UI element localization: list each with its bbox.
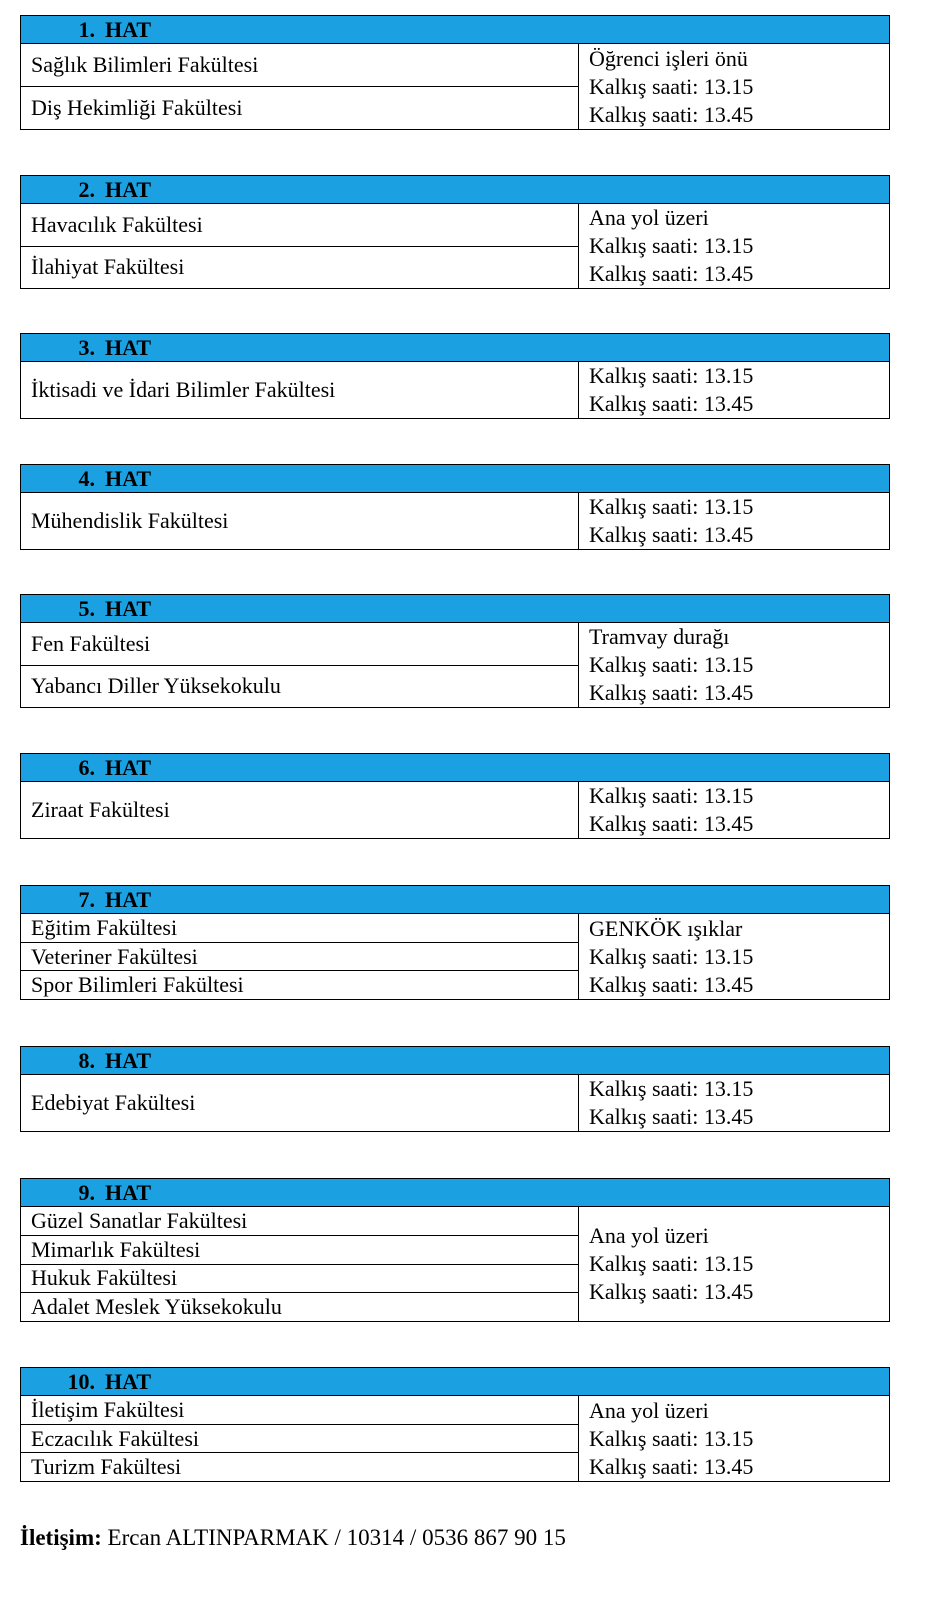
departure-time: Kalkış saati: 13.45: [589, 261, 754, 286]
route-number: 10.: [67, 1368, 95, 1394]
faculty-cell: Eğitim Fakültesi: [21, 914, 578, 943]
stop-location: GENKÖK ışıklar: [589, 915, 743, 941]
faculty-cell: Diş Hekimliği Fakültesi: [31, 95, 243, 120]
faculty-cell: İletişim Fakültesi: [21, 1396, 578, 1425]
departure-time: Kalkış saati: 13.15: [589, 943, 754, 969]
departure-time: Kalkış saati: 13.15: [589, 494, 754, 519]
route-header: [21, 16, 889, 44]
route-label: HAT: [105, 595, 152, 621]
stop-location: Ana yol üzeri: [589, 1397, 709, 1423]
route-label: HAT: [105, 176, 152, 202]
departure-time: Kalkış saati: 13.45: [589, 971, 754, 997]
route-header: [21, 1368, 889, 1396]
stop-location: Ana yol üzeri: [589, 205, 709, 230]
contact-line: [20, 1525, 566, 1551]
route-header: [21, 886, 889, 914]
route-number: 5.: [78, 595, 95, 621]
stop-location: Tramvay durağı: [589, 624, 730, 649]
stop-location: Ana yol üzeri: [589, 1223, 709, 1248]
route-table-10: [20, 1367, 890, 1482]
departure-time: Kalkış saati: 13.45: [589, 811, 754, 836]
route-header: [21, 334, 889, 362]
stop-location: Öğrenci işleri önü: [589, 45, 748, 71]
route-header: [21, 176, 889, 204]
departure-time: Kalkış saati: 13.45: [589, 1279, 754, 1304]
faculty-cell: Hukuk Fakültesi: [21, 1265, 578, 1294]
route-table-4: [20, 464, 890, 550]
faculty-cell: Adalet Meslek Yüksekokulu: [31, 1294, 282, 1320]
departure-time: Kalkış saati: 13.15: [589, 1076, 754, 1101]
route-number: 4.: [78, 465, 95, 491]
route-table-3: [20, 333, 890, 419]
faculty-cell: Mimarlık Fakültesi: [21, 1236, 578, 1265]
departure-time: Kalkış saati: 13.15: [589, 1425, 754, 1451]
route-number: 8.: [78, 1047, 95, 1073]
route-number: 7.: [78, 886, 95, 912]
route-label: HAT: [105, 465, 152, 491]
departure-time: Kalkış saati: 13.45: [589, 522, 754, 547]
departure-time: Kalkış saati: 13.15: [589, 233, 754, 258]
faculty-cell: Ziraat Fakültesi: [31, 797, 170, 822]
departure-time: Kalkış saati: 13.45: [589, 1104, 754, 1129]
route-table-8: [20, 1046, 890, 1132]
faculty-cell: Sağlık Bilimleri Fakültesi: [21, 44, 578, 87]
route-label: HAT: [105, 1179, 152, 1205]
faculty-cell: Spor Bilimleri Fakültesi: [31, 972, 244, 998]
route-label: HAT: [105, 334, 152, 360]
faculty-cell: Havacılık Fakültesi: [21, 204, 578, 247]
faculty-cell: Edebiyat Fakültesi: [31, 1090, 196, 1115]
route-header: [21, 1047, 889, 1075]
route-header: [21, 465, 889, 493]
faculty-cell: Güzel Sanatlar Fakültesi: [21, 1207, 578, 1236]
contact-text: Ercan ALTINPARMAK / 10314 / 0536 867 90 15: [107, 1525, 566, 1550]
departure-time: Kalkış saati: 13.15: [589, 73, 754, 99]
departure-time: Kalkış saati: 13.15: [589, 1251, 754, 1276]
departure-time: Kalkış saati: 13.15: [589, 783, 754, 808]
route-number: 2.: [78, 176, 95, 202]
route-table-7: [20, 885, 890, 1000]
route-label: HAT: [105, 886, 152, 912]
route-label: HAT: [105, 1047, 152, 1073]
route-header: [21, 1179, 889, 1207]
route-table-1: [20, 15, 890, 130]
route-table-9: [20, 1178, 890, 1322]
departure-time: Kalkış saati: 13.45: [589, 680, 754, 705]
contact-label: İletişim:: [20, 1525, 102, 1550]
route-table-2: [20, 175, 890, 289]
route-number: 9.: [78, 1179, 95, 1205]
route-header: [21, 754, 889, 782]
route-label: HAT: [105, 754, 152, 780]
route-number: 3.: [78, 334, 95, 360]
route-label: HAT: [105, 1368, 152, 1394]
faculty-cell: Yabancı Diller Yüksekokulu: [31, 673, 281, 699]
route-number: 1.: [78, 16, 95, 42]
faculty-cell: İktisadi ve İdari Bilimler Fakültesi: [31, 377, 336, 402]
departure-time: Kalkış saati: 13.45: [589, 391, 754, 416]
departure-time: Kalkış saati: 13.45: [589, 101, 754, 127]
departure-time: Kalkış saati: 13.15: [589, 652, 754, 677]
faculty-cell: Turizm Fakültesi: [31, 1454, 182, 1480]
faculty-cell: İlahiyat Fakültesi: [31, 254, 185, 280]
departure-time: Kalkış saati: 13.45: [589, 1453, 754, 1479]
faculty-cell: Mühendislik Fakültesi: [31, 508, 229, 533]
route-number: 6.: [78, 754, 95, 780]
route-label: HAT: [105, 16, 152, 42]
departure-time: Kalkış saati: 13.15: [589, 363, 754, 388]
route-header: [21, 595, 889, 623]
route-table-6: [20, 753, 890, 839]
faculty-cell: Fen Fakültesi: [21, 623, 578, 666]
faculty-cell: Veteriner Fakültesi: [21, 943, 578, 972]
faculty-cell: Eczacılık Fakültesi: [21, 1425, 578, 1454]
route-table-5: [20, 594, 890, 708]
